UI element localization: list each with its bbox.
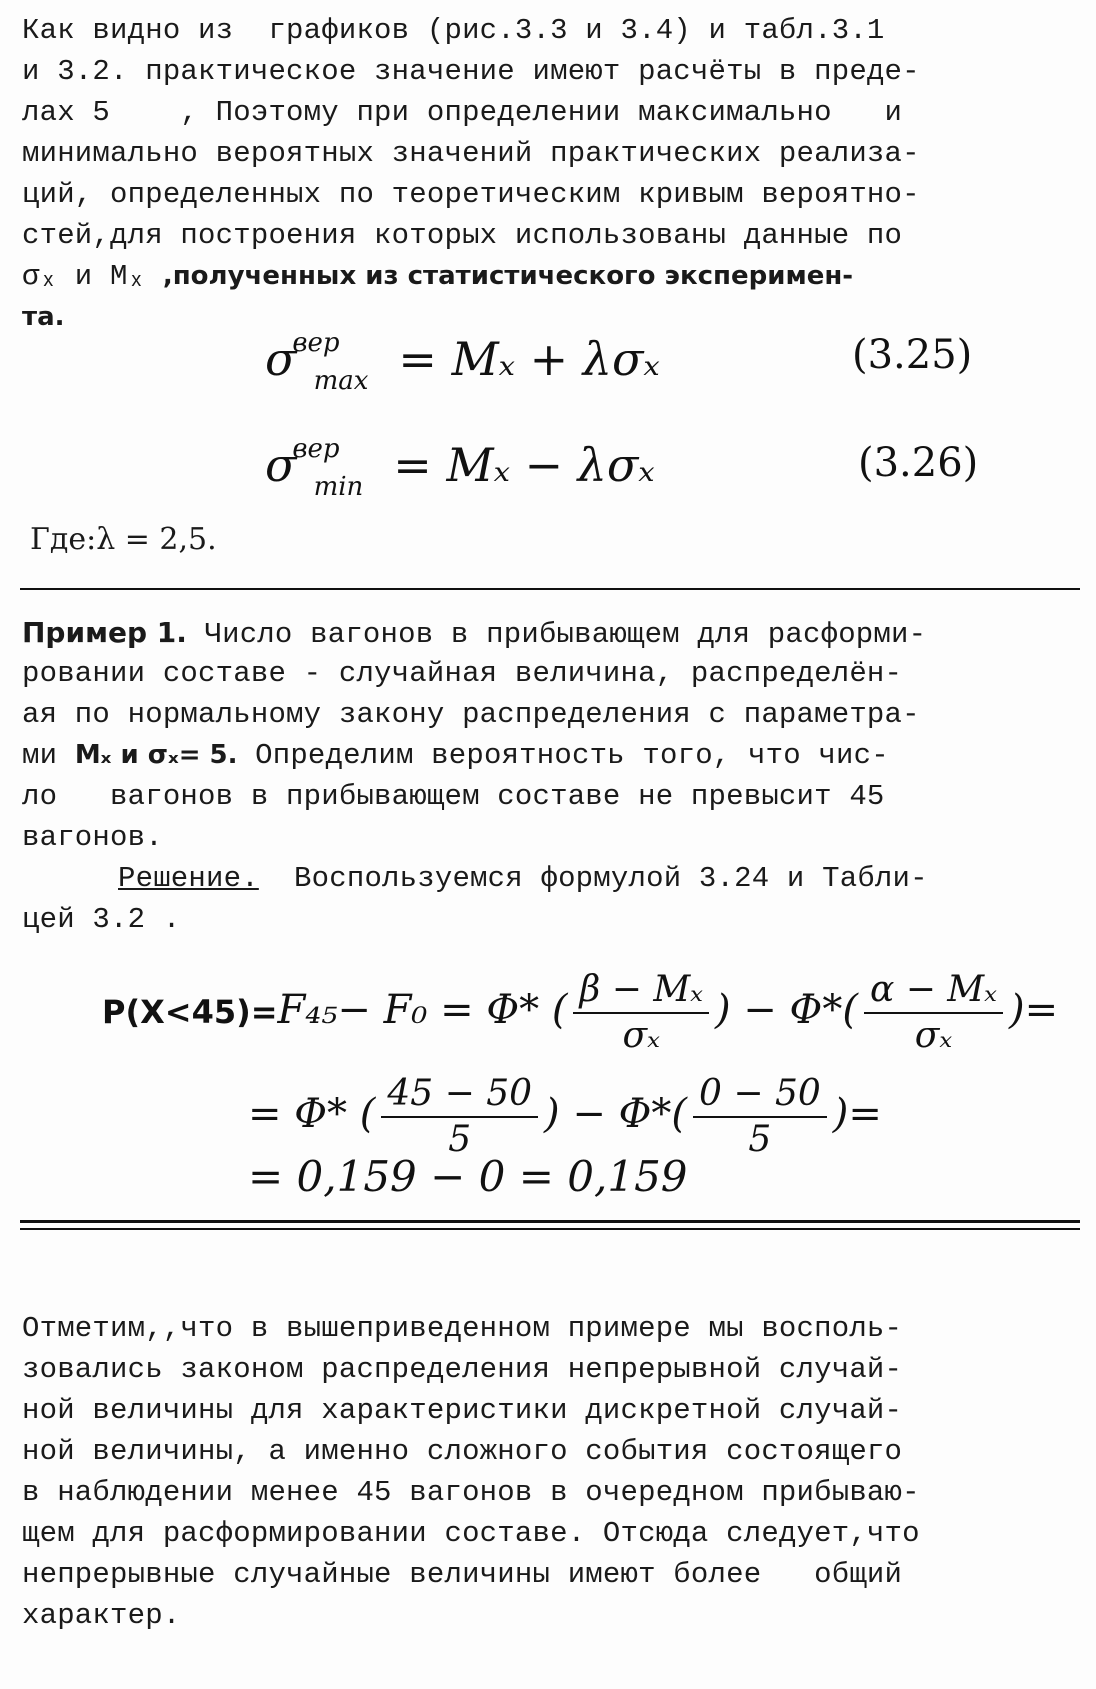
text-line: щем для расформировании составе. Отсюда следует,что xyxy=(22,1517,920,1550)
formula-rhs: = Mₓ − λσₓ xyxy=(393,438,655,492)
formula-number: (3.25) xyxy=(852,332,973,378)
fraction-numerator: α − Mₓ xyxy=(864,968,1003,1014)
symbol-text: σₓ и Mₓ xyxy=(22,260,163,293)
text-line xyxy=(118,858,1072,900)
text-line: ровании составе - случайная величина, распределён- xyxy=(22,657,903,690)
text-line: зовались законом распределения непрерывной случай- xyxy=(22,1353,903,1386)
fraction xyxy=(864,968,1003,1058)
bold-text: Mₓ и σₓ= 5. xyxy=(74,740,238,770)
paren: ( xyxy=(671,1091,687,1137)
formula-rhs: = Mₓ + λσₓ xyxy=(398,332,660,386)
calc-text: = xyxy=(848,1091,882,1137)
text-line: характер. xyxy=(22,1599,181,1632)
paren: ( xyxy=(551,987,568,1033)
paren: ( xyxy=(359,1091,376,1137)
formula-subscript: min xyxy=(313,472,364,502)
text-line: минимально вероятных значений практических реализа- xyxy=(22,137,920,170)
text-line: цей 3.2 . xyxy=(22,903,181,936)
paren: ) xyxy=(1008,987,1025,1033)
text-line: вагонов. xyxy=(22,821,163,854)
text-line: ной величины для характеристики дискретной случай- xyxy=(22,1394,903,1427)
text-line: непрерывные случайные величины имеют более общий xyxy=(22,1558,903,1591)
bold-text: ,полученных из статистического эксперимен- xyxy=(162,261,854,291)
fraction xyxy=(573,968,709,1058)
text-line: и 3.2. практическое значение имеют расчёты в преде- xyxy=(22,55,920,88)
fraction-denominator: 5 xyxy=(748,1119,772,1160)
text-line: Отметим,,что в вышеприведенном примере мы восполь- xyxy=(22,1312,903,1345)
text-line: в наблюдении менее 45 вагонов в очередном прибываю- xyxy=(22,1476,920,1509)
formula-superscript: вер xyxy=(292,434,340,464)
fraction-numerator: 0 − 50 xyxy=(693,1072,827,1118)
calc-text: = Φ* xyxy=(248,1091,348,1137)
formula-number: (3.26) xyxy=(858,440,979,486)
calc-text: F₄₅− F₀ = Φ* xyxy=(277,987,540,1033)
lambda-note: Где:λ = 2,5. xyxy=(30,522,217,557)
calc-row-3: = 0,159 − 0 = 0,159 xyxy=(248,1152,688,1201)
paren: ( xyxy=(842,987,858,1033)
text-line xyxy=(22,256,1072,298)
solution-label: Решение. xyxy=(118,862,259,895)
divider xyxy=(20,1220,1080,1223)
formula-3-26 xyxy=(265,434,655,502)
text-line: Как видно из графиков (рис.3.3 и 3.4) и табл.3.1 xyxy=(22,14,885,47)
formula-lhs: σ xyxy=(265,438,297,492)
text-line xyxy=(22,735,1072,777)
fraction-denominator: σₓ xyxy=(622,1015,660,1056)
paren: ) xyxy=(832,1091,849,1137)
text-line: ло вагонов в прибывающем составе не превысит 45 xyxy=(22,780,885,813)
paren: ) xyxy=(714,987,731,1033)
text-line xyxy=(22,612,1072,656)
text-line: ной величины, а именно сложного события состоящего xyxy=(22,1435,903,1468)
text-line: лах 5 , Поэтому при определении максимально и xyxy=(22,96,903,129)
probability-label: P(X<45)= xyxy=(102,993,278,1031)
text-line: стей,для построения которых использованы данные по xyxy=(22,219,903,252)
calc-text: − Φ* xyxy=(743,987,843,1033)
text-span: ми xyxy=(22,739,75,772)
calc-row-1 xyxy=(102,968,1058,1058)
fraction-numerator: 45 − 50 xyxy=(381,1072,538,1118)
formula-3-25 xyxy=(265,328,660,396)
fraction-denominator: 5 xyxy=(448,1119,472,1160)
calc-text: − Φ* xyxy=(572,1091,672,1137)
fraction xyxy=(381,1072,538,1162)
text-line: ций, определенных по теоретическим кривым вероятно- xyxy=(22,178,920,211)
example-title: Пример 1. xyxy=(22,616,187,649)
bold-text: та. xyxy=(22,302,65,332)
divider xyxy=(20,1228,1080,1230)
text-span: Число вагонов в прибывающем для расформи- xyxy=(186,618,927,651)
paren: ) xyxy=(544,1091,560,1137)
text-span: Определим вероятность того, что чис- xyxy=(237,739,889,772)
calc-text: = xyxy=(1024,987,1059,1033)
fraction-numerator: β − Mₓ xyxy=(573,968,709,1014)
calc-row-2 xyxy=(248,1072,882,1162)
fraction xyxy=(693,1072,827,1162)
text-line: ая по нормальному закону распределения с параметра- xyxy=(22,698,920,731)
divider xyxy=(20,588,1080,590)
formula-superscript: вер xyxy=(292,328,340,358)
fraction-denominator: σₓ xyxy=(914,1015,953,1056)
formula-subscript: max xyxy=(313,366,369,396)
text-span: Воспользуемся формулой 3.24 и Табли- xyxy=(258,862,928,895)
formula-lhs: σ xyxy=(265,332,297,386)
